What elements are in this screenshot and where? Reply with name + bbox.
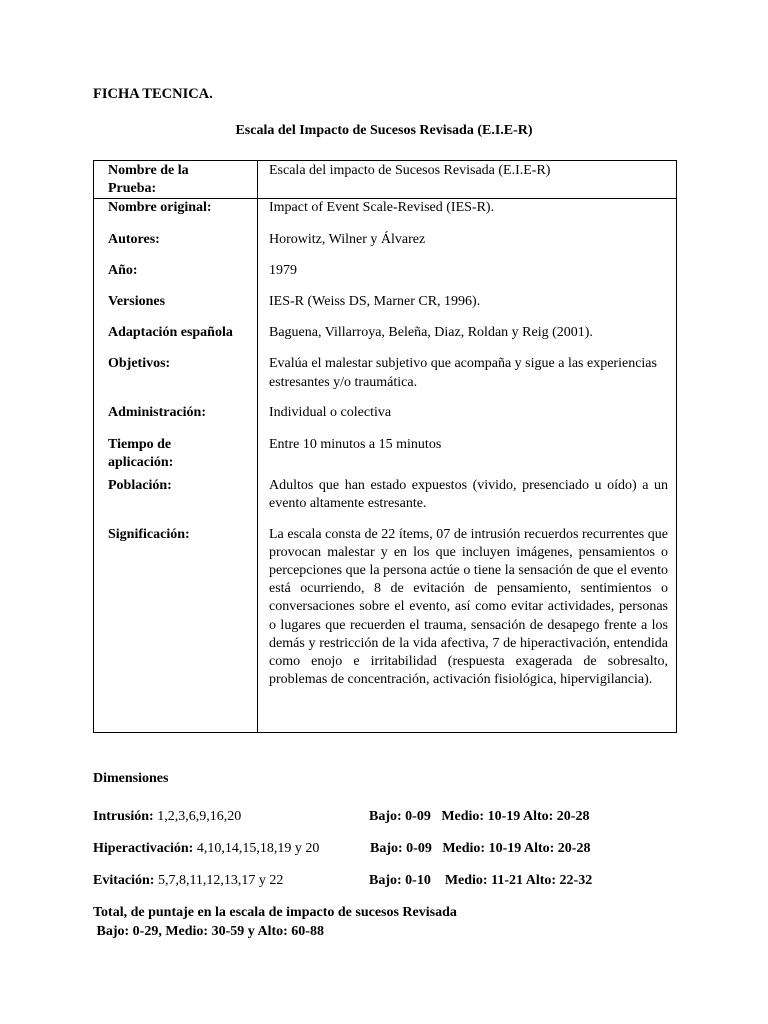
dimension-name: Hiperactivación:: [93, 841, 194, 856]
value-significacion: La escala consta de 22 ítems, 07 de intrusión recuerdos recurrentes que provocan malestar y en los que incluyen imágenes, pensamientos o percepciones que la persona actúe o tiene la sensación de que el evento está ocurriendo, 8 de evitación de pensamiento, sentimientos o conversaciones sobre el evento, así como evitar actividades, personas o lugares que recuerden el trauma, sensación de desapego frente a los demás y restricción de la vida afectiva, 7 de hiperactivación, entendida como enojo e irritabilidad (respuesta exagerada de sobresalto, problemas de concentración, activación fisiológica, hipervigilancia).: [269, 526, 668, 688]
dimension-name: Evitación:: [93, 873, 155, 888]
label-versiones: Versiones: [108, 294, 166, 310]
label-nombre-original: Nombre original:: [108, 200, 212, 216]
dimension-items: 4,10,14,15,18,19 y 20: [193, 841, 320, 856]
label-administracion: Administración:: [108, 405, 206, 421]
document-heading: FICHA TECNICA.: [93, 86, 213, 102]
dimension-range: Bajo: 0-10 Medio: 11-21 Alto: 22-32: [369, 873, 593, 888]
table-row: [94, 161, 677, 199]
dimensions-title: Dimensiones: [93, 771, 169, 786]
total-score-ranges: Bajo: 0-29, Medio: 30-59 y Alto: 60-88: [93, 923, 324, 939]
dimension-row-hiperactivacion: [93, 841, 319, 857]
dimension-items: 1,2,3,6,9,16,20: [153, 809, 242, 824]
row-value-cell: [258, 199, 677, 733]
label-tiempo: Tiempo de aplicación:: [108, 436, 174, 470]
dimension-range-evitacion: [369, 873, 592, 889]
label-autores: Autores:: [108, 231, 160, 247]
total-score-block: [93, 904, 457, 941]
row-label-cell: [94, 199, 258, 733]
value-administracion: Individual o colectiva: [269, 405, 392, 421]
value-nombre-prueba: Escala del impacto de Sucesos Revisada (E.I.E-R): [269, 163, 551, 178]
value-tiempo: Entre 10 minutos a 15 minutos: [269, 436, 442, 452]
dimension-items: 5,7,8,11,12,13,17 y 22: [154, 873, 284, 888]
dimension-row-intrusion: [93, 809, 241, 825]
dimension-name: Intrusión:: [93, 809, 154, 824]
dimension-range: Bajo: 0-09 Medio: 10-19 Alto: 20-28: [369, 809, 590, 824]
dimension-range-hiperactivacion: [370, 841, 590, 857]
document-subtitle: Escala del Impacto de Sucesos Revisada (E.I.E-R): [235, 123, 533, 138]
table-row: [94, 199, 677, 733]
dimension-range-intrusion: [369, 809, 589, 825]
value-versiones: IES-R (Weiss DS, Marner CR, 1996).: [269, 294, 481, 310]
total-score-title: Total, de puntaje en la escala de impacto de sucesos Revisada: [93, 905, 457, 920]
technical-sheet-table: [93, 160, 677, 733]
dimension-range: Bajo: 0-09 Medio: 10-19 Alto: 20-28: [370, 841, 591, 856]
value-adaptacion: Baguena, Villarroya, Beleña, Diaz, Roldan y Reig (2001).: [269, 325, 593, 341]
label-ano: Año:: [108, 262, 138, 278]
label-objetivos: Objetivos:: [108, 356, 171, 372]
row-label-cell: [94, 161, 258, 199]
dimension-row-evitacion: [93, 873, 283, 889]
value-ano: 1979: [269, 262, 297, 278]
label-adaptacion: Adaptación española: [108, 325, 233, 341]
label-nombre-prueba: Nombre de la Prueba:: [108, 163, 189, 197]
label-poblacion: Población:: [108, 478, 172, 494]
row-value-cell: [258, 161, 677, 199]
label-significacion: Significación:: [108, 527, 190, 543]
value-autores: Horowitz, Wilner y Álvarez: [269, 231, 426, 247]
value-poblacion: Adultos que han estado expuestos (vivido, presenciado u oído) a un evento altamente estresante.: [269, 477, 668, 511]
value-objetivos: Evalúa el malestar subjetivo que acompaña y sigue a las experiencias estresantes y/o traumática.: [269, 356, 657, 390]
value-nombre-original: Impact of Event Scale-Revised (IES-R).: [269, 200, 495, 216]
